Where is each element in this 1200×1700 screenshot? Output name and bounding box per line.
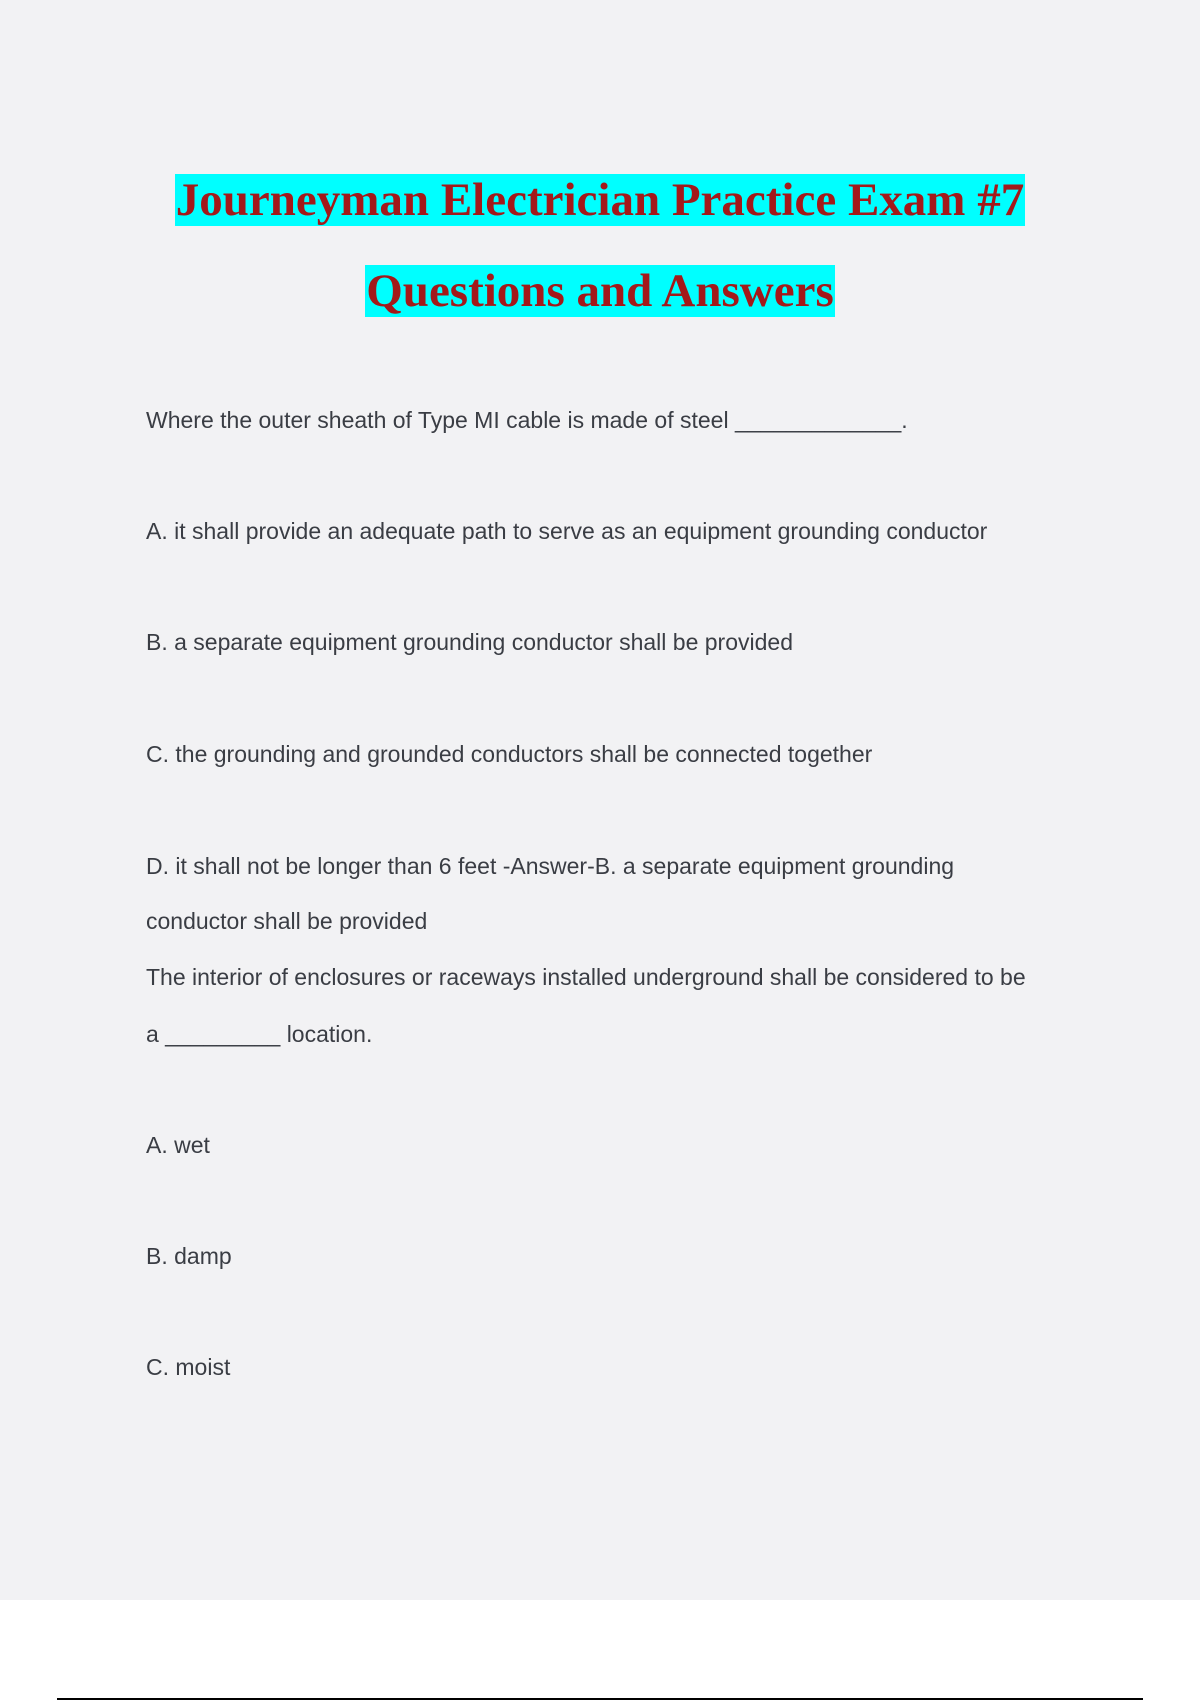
question-1-option-b: B. a separate equipment grounding conductor shall be provided — [146, 629, 793, 655]
question-2-option-b: B. damp — [146, 1243, 232, 1269]
question-2-option-c: C. moist — [146, 1354, 231, 1380]
title-highlight-1: Journeyman Electrician Practice Exam #7 — [175, 174, 1025, 226]
document-title-line-2 — [0, 261, 1200, 321]
question-1-option-a: A. it shall provide an adequate path to serve as an equipment grounding conductor — [146, 518, 988, 544]
question-1-option-c: C. the grounding and grounded conductors shall be connected together — [146, 741, 873, 767]
question-2-prompt-line-1: The interior of enclosures or raceways installed underground shall be considered to be — [146, 964, 1026, 990]
question-2-prompt-line-2: a _________ location. — [146, 1021, 373, 1047]
question-1-prompt: Where the outer sheath of Type MI cable is made of steel _____________. — [146, 407, 908, 433]
question-1-option-d-line-2: conductor shall be provided — [146, 908, 428, 934]
title-highlight-2: Questions and Answers — [366, 265, 834, 317]
question-1-option-d-line-1: D. it shall not be longer than 6 feet -Answer-B. a separate equipment grounding — [146, 853, 955, 879]
question-2-option-a: A. wet — [146, 1132, 210, 1158]
document-title-line-1 — [0, 170, 1200, 230]
